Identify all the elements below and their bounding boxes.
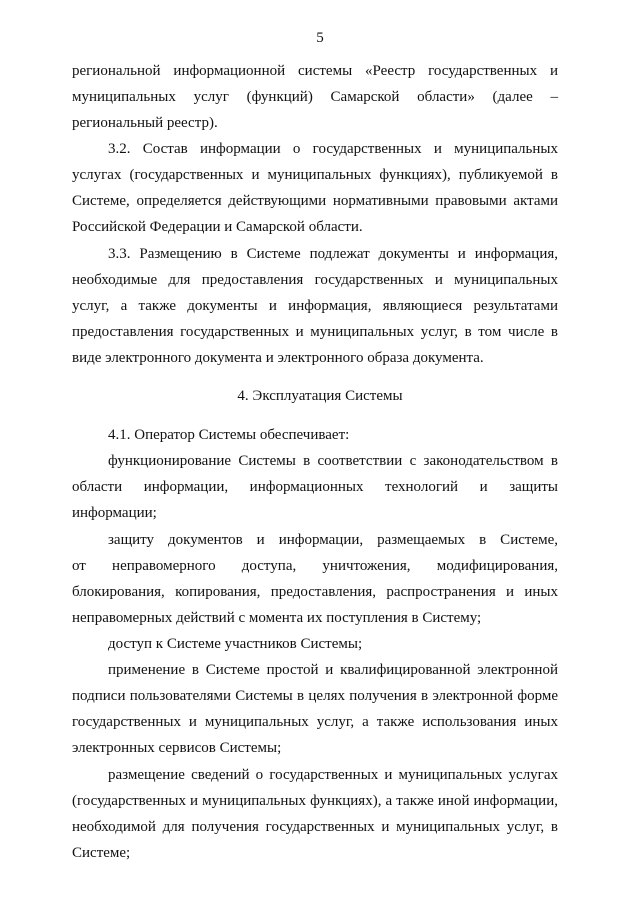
page-number: 5 xyxy=(316,30,324,46)
text-line: Российской Федерации и Самарской области. xyxy=(72,219,363,235)
text-line: подписи пользователями Системы в целях получения в электронной форме xyxy=(72,688,558,704)
text-line: неправомерных действий с момента их поступления в Систему; xyxy=(72,610,482,626)
text-line: электронных сервисов Системы; xyxy=(72,740,282,756)
text-line: предоставления государственных и муниципальных услуг, в том числе в xyxy=(72,324,558,340)
text-line: необходимые для предоставления государственных и муниципальных xyxy=(72,272,558,288)
text-line: блокирования, копирования, предоставления, распространения и иных xyxy=(72,584,558,600)
text-line: Системе; xyxy=(72,845,131,861)
text-line: услугах (государственных и муниципальных функциях), публикуемой в xyxy=(72,167,558,183)
text-line: виде электронного документа и электронного образа документа. xyxy=(72,350,484,366)
text-line: информации; xyxy=(72,505,157,521)
text-line: от неправомерного доступа, уничтожения, модифицирования, xyxy=(72,558,558,574)
text-line: необходимой для получения государственных и муниципальных услуг, в xyxy=(72,819,558,835)
text-line: муниципальных услуг (функций) Самарской области» (далее – xyxy=(72,89,558,105)
text-line: Системе, определяется действующими нормативными правовыми актами xyxy=(72,193,558,209)
paragraph-3-2-line: 3.2. Состав информации о государственных и муниципальных xyxy=(108,141,558,157)
section-heading: 4. Эксплуатация Системы xyxy=(237,388,403,404)
text-line: доступ к Системе участников Системы; xyxy=(108,636,363,652)
text-line: функционирование Системы в соответствии с законодательством в xyxy=(108,453,558,469)
text-line: размещение сведений о государственных и муниципальных услугах xyxy=(108,767,558,783)
text-line: применение в Системе простой и квалифицированной электронной xyxy=(108,662,558,678)
paragraph-4-1-line: 4.1. Оператор Системы обеспечивает: xyxy=(108,427,350,443)
text-line: (государственных и муниципальных функциях), а также иной информации, xyxy=(72,793,558,809)
text-line: государственных и муниципальных услуг, а также использования иных xyxy=(72,714,558,730)
text-line: региональный реестр). xyxy=(72,115,218,131)
text-line: региональной информационной системы «Реестр государственных и xyxy=(72,63,558,79)
text-line: услуг, а также документы и информация, являющиеся результатами xyxy=(72,298,558,314)
paragraph-3-3-line: 3.3. Размещению в Системе подлежат документы и информация, xyxy=(108,246,558,262)
text-line: защиту документов и информации, размещаемых в Системе, xyxy=(108,532,558,548)
text-line: области информации, информационных технологий и защиты xyxy=(72,479,558,495)
